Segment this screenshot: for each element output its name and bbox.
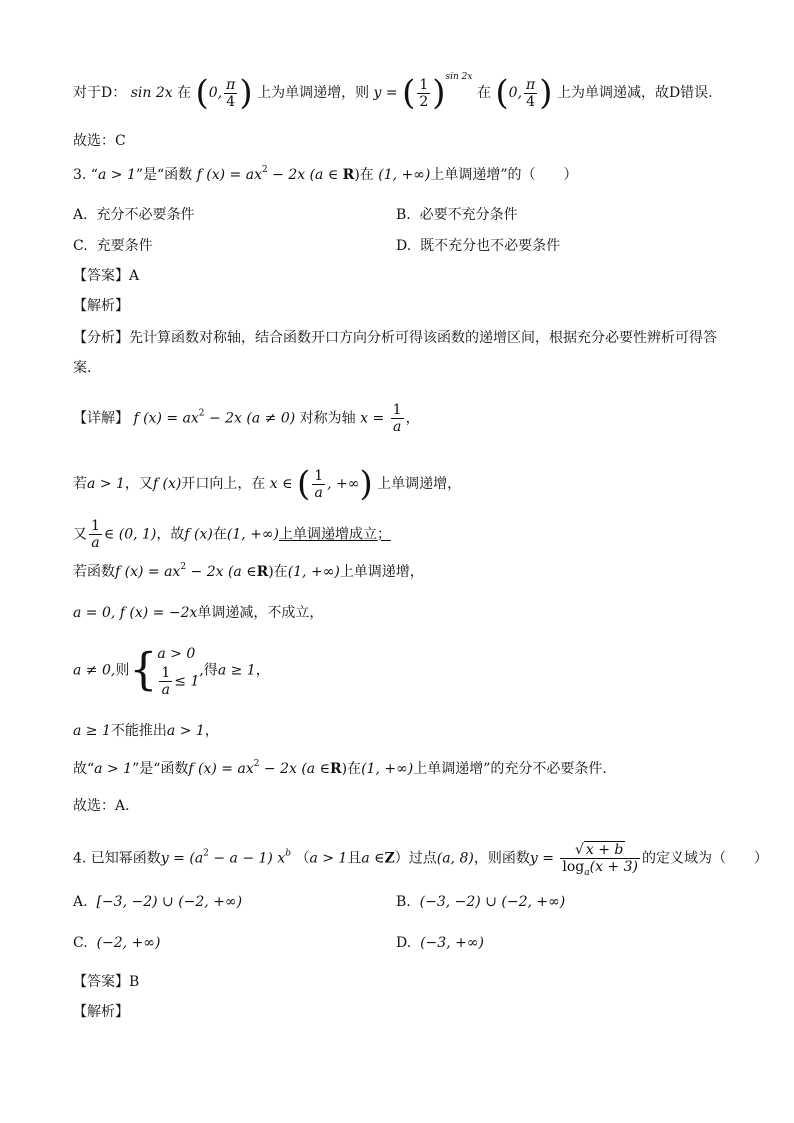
q3-detail-7: a ≥ 1不能推出a > 1， — [73, 723, 219, 739]
q3-option-b[interactable]: B. 必要不充分条件 — [396, 207, 518, 223]
q4-option-a[interactable]: A. [−3, −2) ∪ (−2, +∞) — [73, 894, 243, 910]
q3-fenxi: 【分析】先计算函数对称轴，结合函数开口方向分析可得该函数的递增区间，根据充分必要性辨析可得答 — [73, 330, 717, 346]
text-decreasing: 上为单调递减，故D错误. — [556, 85, 713, 101]
q3-select: 故选：A. — [73, 798, 130, 814]
q4-stem: 4. 已知幂函数$y = (a^2 - a - 1)$ $x^b$ （a > 1且a ∈Z）过点(a, 8)，则函数y = $\frac{√ x + b}{\log_a(x + 3)}$ 的定义域为（ ） — [73, 842, 768, 878]
q3-analysis-label: 【解析】 — [73, 298, 129, 314]
q3-answer: 【答案】A — [73, 268, 140, 284]
q3-detail-8: 故“a > 1”是“函数f $(x) = ax^2 - 2x$ (a ∈R)在(1, +∞)上单调递增”的充分不必要条件. — [73, 759, 607, 777]
q3-fenxi-cont: 案. — [73, 360, 92, 376]
one-half: $\frac{1}{2}$ — [419, 76, 429, 110]
q3-detail-4: 若函数f $(x) = ax^2 - 2x$ (a ∈R)在(1, +∞)上单调递增， — [73, 562, 424, 580]
q3-option-d[interactable]: D. 既不充分也不必要条件 — [396, 238, 561, 254]
q4-option-b[interactable]: B. (−3, −2) ∪ (−2, +∞) — [396, 894, 566, 910]
q3-option-a[interactable]: A. 充分不必要条件 — [73, 207, 195, 223]
d-prefix: 对于D： — [73, 85, 127, 101]
q3-detail-5: a = 0, f (x) = −2x单调递减，不成立， — [73, 605, 324, 621]
q3-detail-6: a ≠ 0,则{ a > 0 $\frac{1}{a}$ ≤ 1 ,得a ≥ 1， — [73, 644, 270, 698]
q4-analysis-label: 【解析】 — [73, 1004, 129, 1020]
domain-fraction: $\frac{√ x + b}{\log_a(x + 3)}$ — [562, 842, 638, 878]
d-option-line: 对于D： sin 2x 在 (0, $\frac{\pi}{4}$ ) 上为单调递增，则 y = ( $\frac{1}{2}$ )$^{sin 2x}$ 在 (0, $\frac{\pi}{4}$ ) 上为单调递减，故D错误. — [73, 72, 713, 113]
q3-detail-1: 【详解】 f $(x) = ax^2 - 2x$ (a ≠ 0) 对称为轴 x = $\frac{1}{a}$ ， — [73, 402, 420, 435]
q4-answer: 【答案】B — [73, 974, 140, 990]
sin2x-expr: sin 2x — [130, 85, 173, 101]
inequality-system: a > 0 $\frac{1}{a}$ ≤ 1 — [157, 646, 200, 698]
q4-option-d[interactable]: D. (−3, +∞) — [396, 935, 484, 951]
q3-stem: 3. “a > 1”是“函数 f $(x) = ax^2 - 2x$ (a ∈ R)在 (1, +∞)上单调递增”的（ ） — [73, 165, 578, 183]
text-in-2: 在 — [476, 85, 491, 101]
select-c: 故选：C — [73, 133, 126, 149]
paren-open: ( — [195, 73, 209, 113]
pi-over-4: $\frac{\pi}{4}$ — [226, 76, 236, 110]
text-increasing: 上为单调递增，则 — [257, 85, 370, 101]
interval-start: 0, — [208, 85, 223, 101]
y-eq: y = — [373, 85, 398, 101]
q3-detail-3: 又 $\frac{1}{a}$ ∈ (0, 1)，故f (x)在(1, +∞)上单调递增成立； — [73, 518, 391, 551]
exponent: sin 2x — [445, 72, 473, 82]
q4-option-c[interactable]: C. (−2, +∞) — [73, 935, 161, 951]
q3-option-c[interactable]: C. 充要条件 — [73, 238, 153, 254]
q3-detail-2: 若a > 1，又f (x)开口向上，在 x ∈ ( $\frac{1}{a}$ , +∞) 上单调递增， — [73, 464, 462, 504]
brace: { — [129, 644, 158, 696]
paren-close: ) — [239, 73, 253, 113]
sqrt-icon: √ — [574, 842, 584, 858]
text-in: 在 — [177, 85, 192, 101]
